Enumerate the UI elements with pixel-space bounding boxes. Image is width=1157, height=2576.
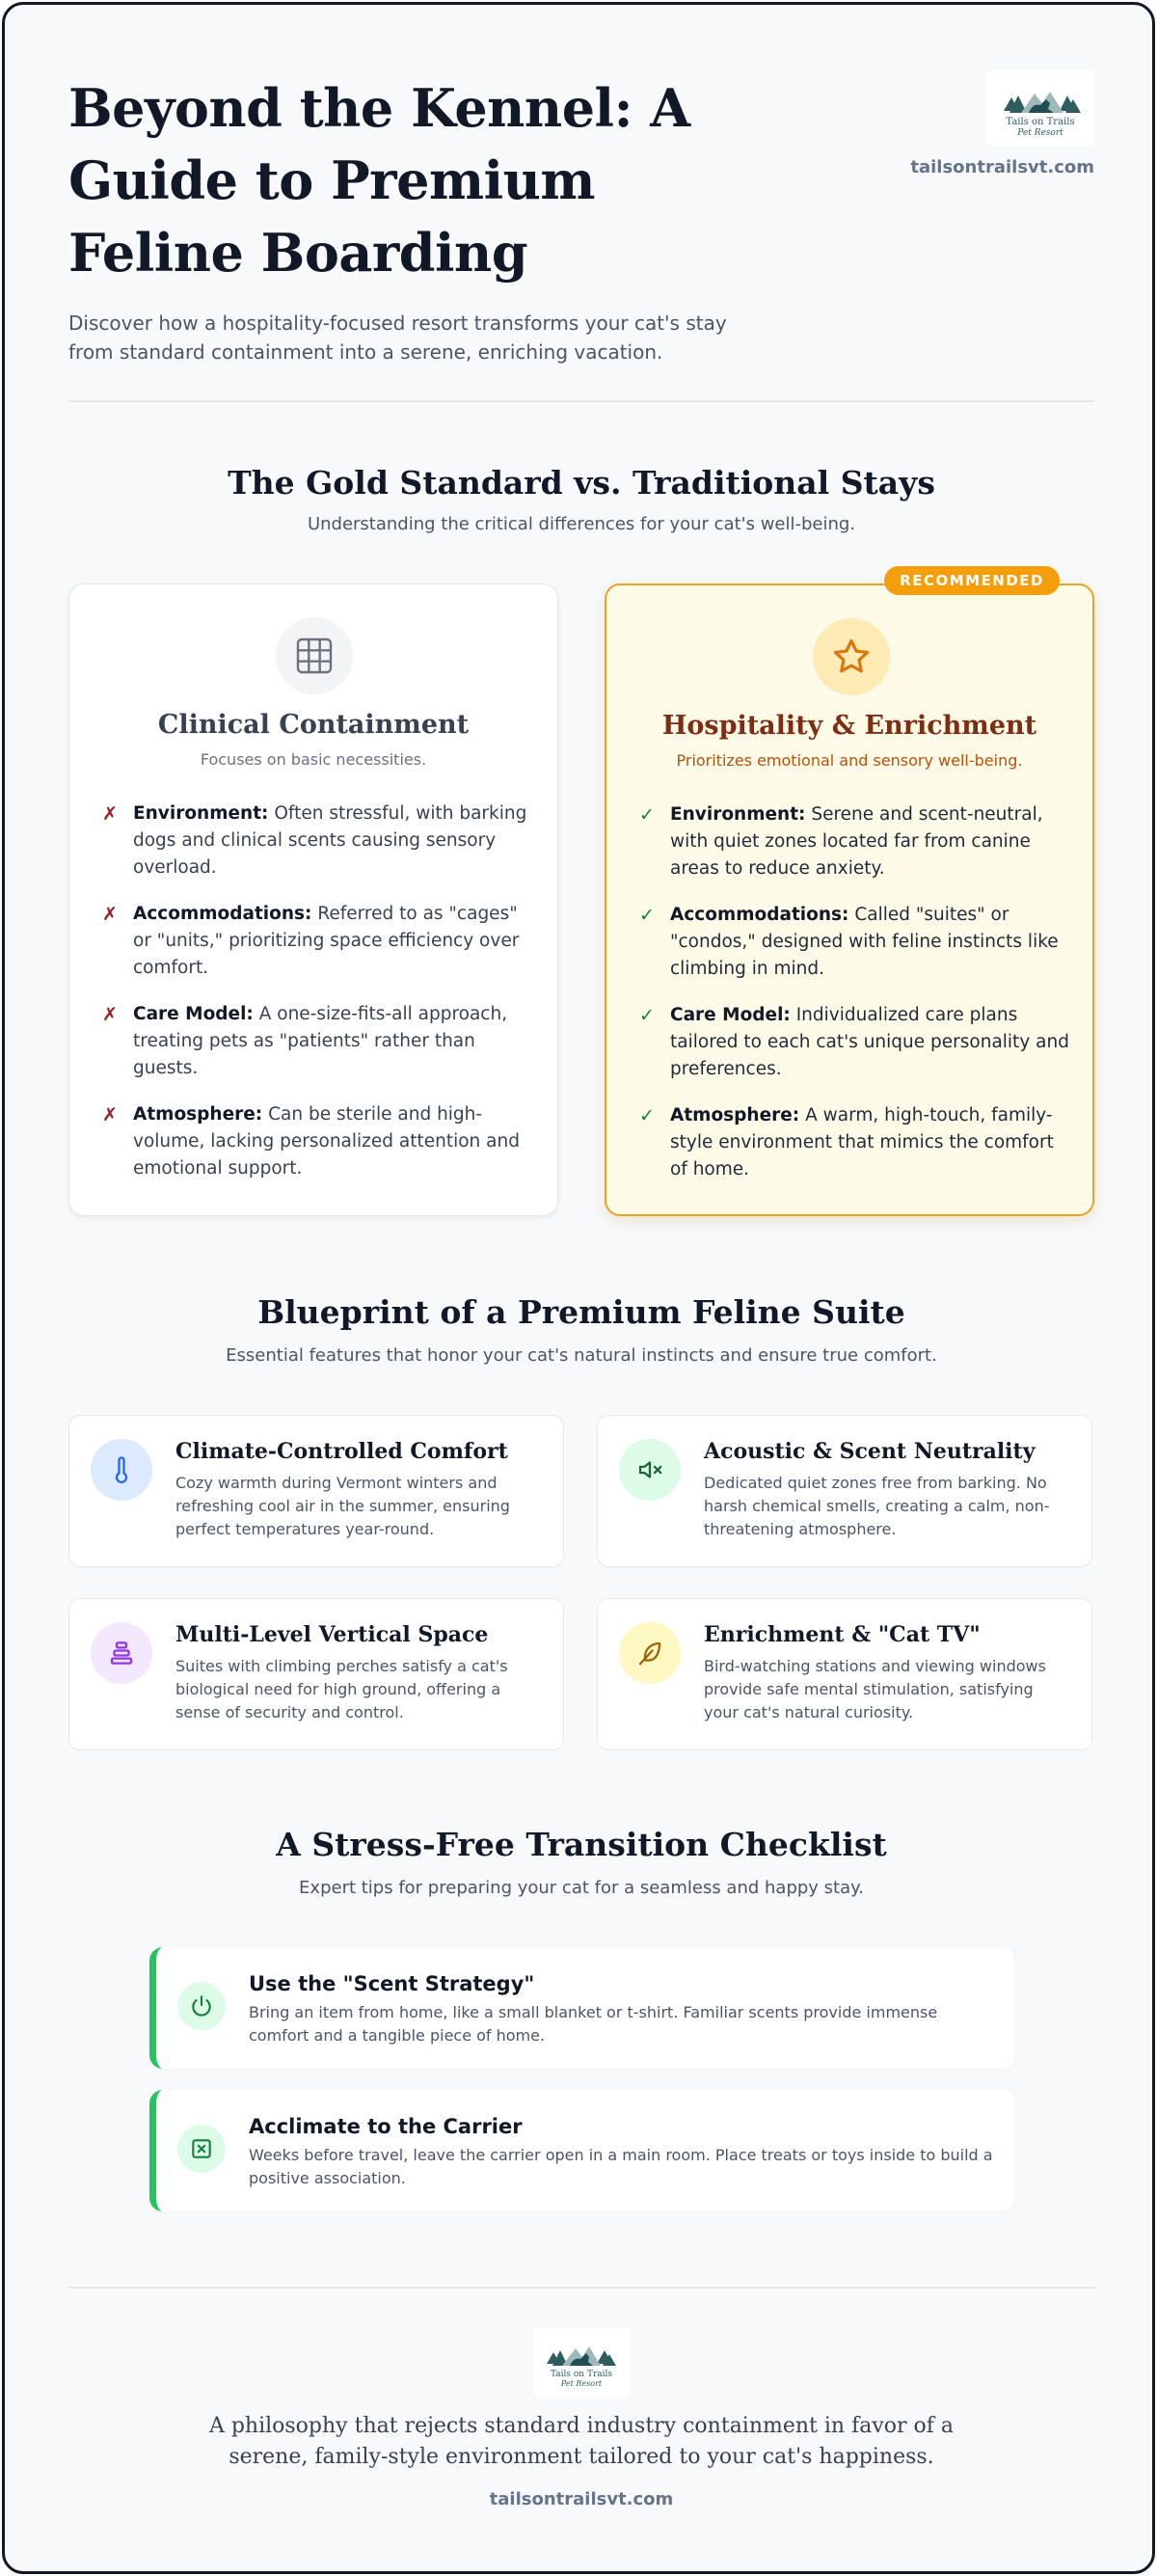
checklist-title: A Stress-Free Transition Checklist [276, 1826, 887, 1863]
feature-title: Acoustic & Scent Neutrality [704, 1439, 1036, 1464]
list-item [635, 801, 1069, 882]
list-item [635, 902, 1069, 983]
checklist-item-description: Bring an item from home, like a small blanket or t-shirt. Familiar scents provide immense comfort and a tangible piece of home. [249, 2003, 938, 2045]
cross-icon: ✗ [102, 1104, 118, 1125]
grid-icon [276, 617, 353, 694]
footer-text: A philosophy that rejects standard industry containment in favor of a serene, family-style environment tailored to your cat's happiness. [208, 2414, 955, 2469]
blueprint-subtitle: Essential features that honor your cat's natural instincts and ensure true comfort. [226, 1345, 937, 1366]
thermometer-icon [91, 1439, 152, 1501]
svg-text:Tails on Trails: Tails on Trails [1006, 117, 1075, 127]
volume-mute-icon [619, 1439, 681, 1501]
page-title: Beyond the Kennel: A Guide to Premium Feline Boarding [68, 77, 690, 284]
blueprint-title: Blueprint of a Premium Feline Suite [257, 1293, 905, 1331]
list-item [635, 1102, 1069, 1183]
check-icon: ✓ [639, 804, 655, 826]
feature-card [68, 1598, 564, 1750]
brand-block [901, 70, 1094, 177]
checklist-item-title: Acclimate to the Carrier [249, 2115, 523, 2138]
card-subtitle: Focuses on basic necessities. [200, 750, 427, 769]
feature-description: Bird-watching stations and viewing windows provide safe mental stimulation, satisfying your cat's natural curiosity. [704, 1657, 1046, 1722]
power-icon [177, 1982, 226, 2030]
point-text: Serene and scent-neutral, with quiet zones located far from canine areas to reduce anxiety. [670, 804, 1043, 879]
list-item [98, 901, 532, 982]
point-label: Environment: [133, 803, 269, 824]
feature-card [68, 1415, 564, 1567]
feature-description: Dedicated quiet zones free from barking. No harsh chemical smells, creating a calm, non-threatening atmosphere. [704, 1474, 1050, 1538]
point-text: Can be sterile and high-volume, lacking personalized attention and emotional support. [133, 1104, 520, 1179]
svg-text:Tails on Trails: Tails on Trails [550, 2370, 613, 2379]
cross-icon: ✗ [102, 904, 118, 925]
point-text: Often stressful, with barking dogs and clinical scents causing sensory overload. [133, 803, 527, 878]
checklist-item [149, 2090, 1015, 2211]
comparison-subtitle: Understanding the critical differences for your cat's well-being. [307, 514, 856, 534]
point-label: Atmosphere: [133, 1104, 263, 1125]
checklist-subtitle: Expert tips for preparing your cat for a seamless and happy stay. [299, 1878, 864, 1898]
footer-logo[interactable] [533, 2327, 630, 2397]
checklist-item-title: Use the "Scent Strategy" [249, 1972, 535, 1995]
comparison-title: The Gold Standard vs. Traditional Stays [228, 464, 935, 502]
footer-divider [68, 2287, 1094, 2289]
point-label: Care Model: [133, 1004, 254, 1024]
point-text: A one-size-fits-all approach, treating pets as "patients" rather than guests. [133, 1004, 508, 1078]
feather-icon [619, 1622, 681, 1684]
point-label: Atmosphere: [670, 1105, 800, 1125]
hospitality-enrichment-card [605, 572, 1094, 1216]
box-x-icon [177, 2125, 226, 2173]
feature-title: Enrichment & "Cat TV" [704, 1622, 981, 1647]
list-item [98, 800, 532, 881]
feature-title: Climate-Controlled Comfort [175, 1439, 508, 1464]
list-item [98, 1101, 532, 1182]
card-title: Hospitality & Enrichment [661, 711, 1037, 741]
point-text: Called "suites" or "condos," designed with feline instincts like climbing in mind. [670, 905, 1059, 979]
feature-title: Multi-Level Vertical Space [175, 1622, 489, 1647]
check-icon: ✓ [639, 905, 655, 926]
star-icon [813, 618, 890, 695]
check-icon: ✓ [639, 1005, 655, 1026]
page-subtitle: Discover how a hospitality-focused resort transforms your cat's stay from standard containment into a serene, enriching vacation. [68, 312, 727, 364]
checklist-item [149, 1947, 1015, 2069]
point-label: Accommodations: [670, 905, 849, 925]
brand-url[interactable]: tailsontrailsvt.com [910, 157, 1094, 177]
feature-description: Suites with climbing perches satisfy a cat's biological need for high ground, offering a sense of security and control. [175, 1657, 508, 1722]
footer-url[interactable]: tailsontrailsvt.com [489, 2489, 674, 2509]
layers-icon [91, 1622, 152, 1684]
feature-card [597, 1415, 1092, 1567]
checklist-item-description: Weeks before travel, leave the carrier open in a main room. Place treats or toys inside to build a positive association. [249, 2146, 993, 2187]
point-label: Environment: [670, 804, 806, 825]
cross-icon: ✗ [102, 803, 118, 825]
point-label: Accommodations: [133, 904, 312, 924]
feature-card [597, 1598, 1092, 1750]
header-divider [68, 400, 1094, 402]
page-header [68, 72, 1094, 366]
clinical-containment-card [68, 583, 558, 1216]
point-text: A warm, high-touch, family-style environment that mimics the comfort of home. [670, 1105, 1054, 1180]
feature-description: Cozy warmth during Vermont winters and refreshing cool air in the summer, ensuring perfect temperatures year-round. [175, 1474, 510, 1538]
check-icon: ✓ [639, 1105, 655, 1126]
svg-text:Pet Resort: Pet Resort [560, 2379, 603, 2388]
brand-logo[interactable] [986, 70, 1094, 146]
svg-text:Pet Resort: Pet Resort [1017, 128, 1063, 138]
list-item [98, 1001, 532, 1082]
cross-icon: ✗ [102, 1004, 118, 1025]
point-label: Care Model: [670, 1005, 791, 1025]
recommended-badge: RECOMMENDED [884, 566, 1060, 595]
card-title: Clinical Containment [157, 710, 470, 740]
point-text: Referred to as "cages" or "units," prioritizing space efficiency over comfort. [133, 904, 520, 978]
page-frame [2, 2, 1155, 2574]
point-text: Individualized care plans tailored to each cat's unique personality and preferences. [670, 1005, 1069, 1079]
list-item [635, 1002, 1069, 1083]
card-subtitle: Prioritizes emotional and sensory well-being. [676, 751, 1023, 770]
